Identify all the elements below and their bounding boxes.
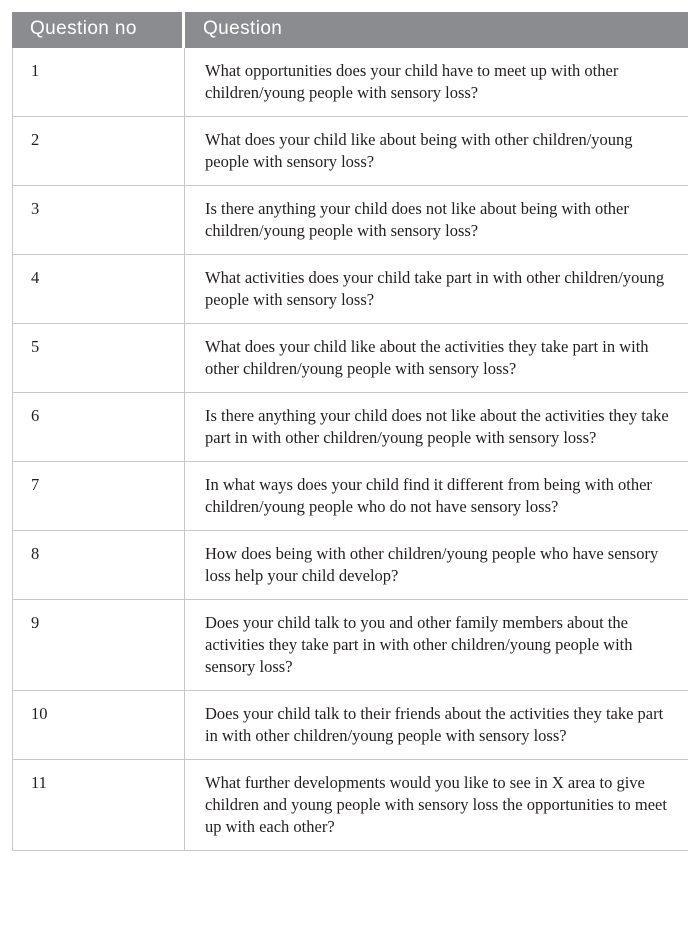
table-row <box>12 531 688 600</box>
question-text: What further developments would you like to see in X area to give children and young people with sensory loss the opportunities to meet up with each other? <box>185 760 688 851</box>
table-row <box>12 48 688 117</box>
question-text: In what ways does your child find it different from being with other children/young people who do not have sensory loss? <box>185 462 688 531</box>
table-row <box>12 324 688 393</box>
table-row <box>12 186 688 255</box>
header-question: Question <box>185 12 688 48</box>
table-row <box>12 117 688 186</box>
question-number: 6 <box>12 393 185 462</box>
question-number: 11 <box>12 760 185 851</box>
question-text: How does being with other children/young people who have sensory loss help your child develop? <box>185 531 688 600</box>
table-body <box>12 48 688 851</box>
question-number: 10 <box>12 691 185 760</box>
table-row <box>12 600 688 691</box>
question-text: What opportunities does your child have to meet up with other children/young people with sensory loss? <box>185 48 688 117</box>
question-number: 1 <box>12 48 185 117</box>
table-row <box>12 255 688 324</box>
question-text: Is there anything your child does not like about the activities they take part in with other children/young people with sensory loss? <box>185 393 688 462</box>
question-text: What activities does your child take part in with other children/young people with sensory loss? <box>185 255 688 324</box>
question-number: 2 <box>12 117 185 186</box>
question-table <box>12 12 688 851</box>
question-number: 3 <box>12 186 185 255</box>
table-row <box>12 691 688 760</box>
question-text: Does your child talk to you and other family members about the activities they take part in with other children/young people with sensory loss? <box>185 600 688 691</box>
header-row <box>12 12 688 48</box>
question-number: 5 <box>12 324 185 393</box>
question-text: Does your child talk to their friends about the activities they take part in with other children/young people with sensory loss? <box>185 691 688 760</box>
question-text: What does your child like about being with other children/young people with sensory loss? <box>185 117 688 186</box>
table-row <box>12 462 688 531</box>
question-number: 7 <box>12 462 185 531</box>
question-number: 9 <box>12 600 185 691</box>
table-row <box>12 393 688 462</box>
table-header <box>12 12 688 48</box>
question-text: Is there anything your child does not like about being with other children/young people with sensory loss? <box>185 186 688 255</box>
question-number: 8 <box>12 531 185 600</box>
table-row <box>12 760 688 851</box>
header-question-no: Question no <box>12 12 185 48</box>
question-number: 4 <box>12 255 185 324</box>
question-text: What does your child like about the activities they take part in with other children/young people with sensory loss? <box>185 324 688 393</box>
